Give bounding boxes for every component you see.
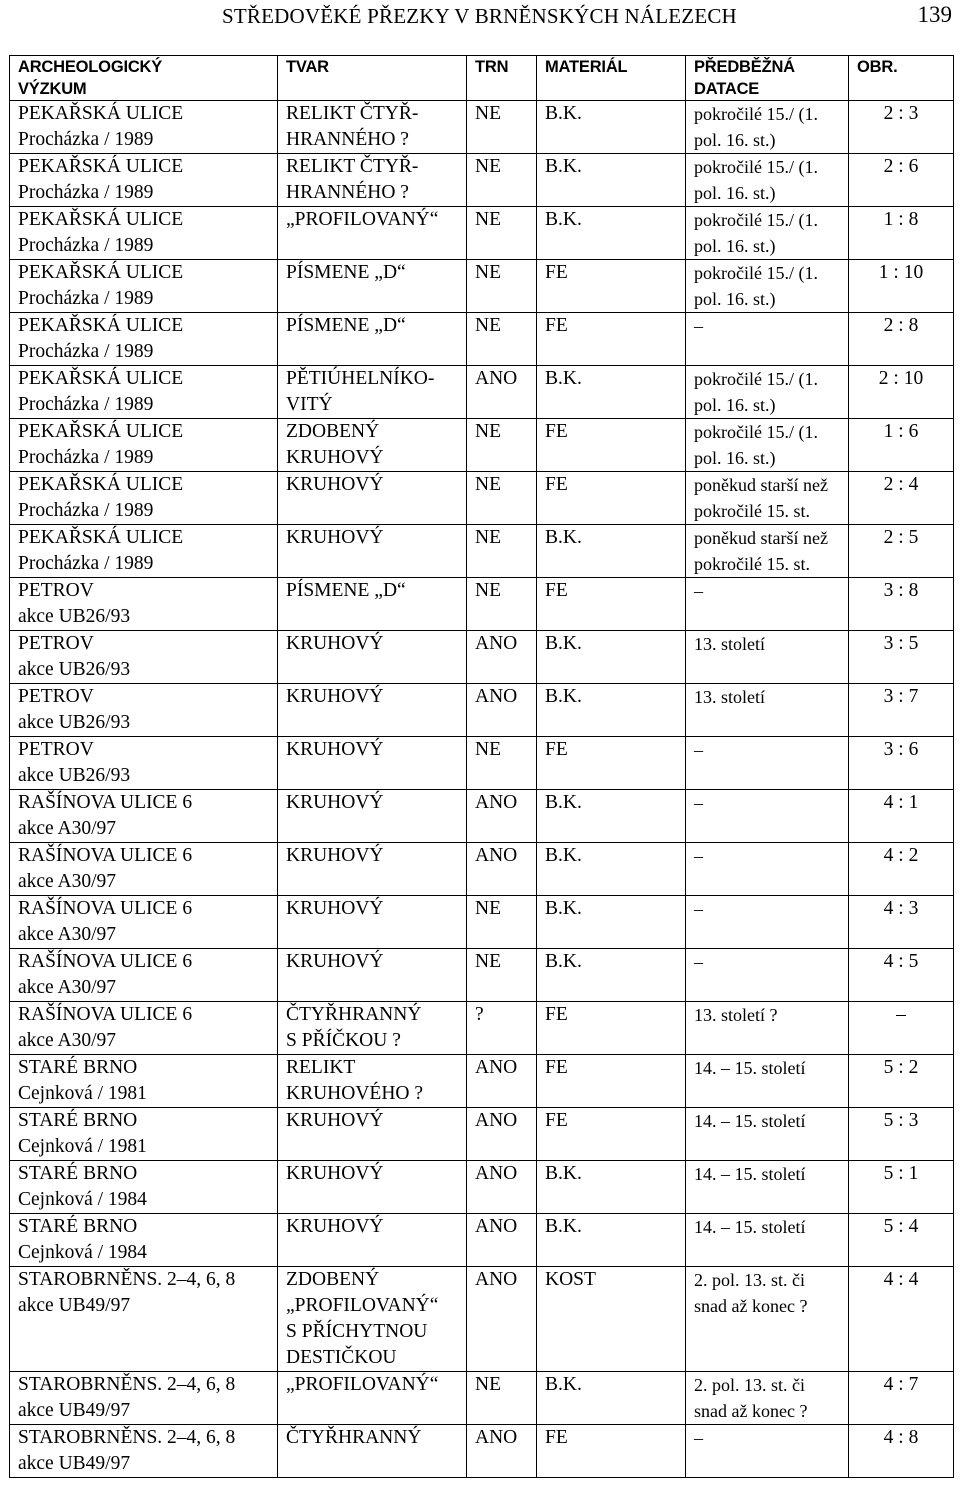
cell-dating: 2. pol. 13. st. či snad až konec ? [686, 1267, 849, 1372]
cell-material: B.K. [537, 949, 686, 1002]
cell-shape: RELIKT ČTYŘ- HRANNÉHO ? [278, 101, 467, 154]
cell-research: STARÉ BRNO Cejnková / 1981 [10, 1055, 278, 1108]
cell-shape: KRUHOVÝ [278, 472, 467, 525]
cell-shape: KRUHOVÝ [278, 843, 467, 896]
column-header-figure: OBR. [849, 56, 954, 101]
cell-shape: KRUHOVÝ [278, 790, 467, 843]
table-row [10, 1055, 954, 1108]
cell-dating: pokročilé 15./ (1. pol. 16. st.) [686, 366, 849, 419]
cell-research: RAŠÍNOVA ULICE 6 akce A30/97 [10, 790, 278, 843]
table-row [10, 1214, 954, 1267]
cell-dating: pokročilé 15./ (1. pol. 16. st.) [686, 101, 849, 154]
table-row [10, 1108, 954, 1161]
cell-dating: 14. – 15. století [686, 1108, 849, 1161]
table-row [10, 737, 954, 790]
cell-material: B.K. [537, 1372, 686, 1425]
cell-research: PEKAŘSKÁ ULICE Procházka / 1989 [10, 366, 278, 419]
cell-dating: – [686, 949, 849, 1002]
table-row [10, 1267, 954, 1372]
cell-dating: – [686, 313, 849, 366]
cell-shape: KRUHOVÝ [278, 1214, 467, 1267]
cell-tongue: ANO [467, 684, 537, 737]
cell-material: FE [537, 313, 686, 366]
cell-figure: – [849, 1002, 954, 1055]
cell-dating: – [686, 843, 849, 896]
table-row [10, 313, 954, 366]
cell-figure: 4 : 2 [849, 843, 954, 896]
cell-dating: poněkud starší než pokročilé 15. st. [686, 472, 849, 525]
cell-material: KOST [537, 1267, 686, 1372]
cell-dating: 13. století [686, 631, 849, 684]
cell-dating: pokročilé 15./ (1. pol. 16. st.) [686, 154, 849, 207]
cell-tongue: ANO [467, 843, 537, 896]
cell-tongue: NE [467, 419, 537, 472]
table-row [10, 1002, 954, 1055]
cell-figure: 2 : 10 [849, 366, 954, 419]
cell-tongue: NE [467, 154, 537, 207]
cell-research: RAŠÍNOVA ULICE 6 akce A30/97 [10, 843, 278, 896]
cell-dating: – [686, 896, 849, 949]
table-row [10, 1425, 954, 1478]
cell-figure: 1 : 8 [849, 207, 954, 260]
column-header-research: ARCHEOLOGICKÝ VÝZKUM [10, 56, 278, 101]
cell-figure: 4 : 1 [849, 790, 954, 843]
cell-material: FE [537, 1055, 686, 1108]
cell-tongue: ANO [467, 631, 537, 684]
cell-shape: KRUHOVÝ [278, 1161, 467, 1214]
cell-shape: ČTYŘHRANNÝ S PŘÍČKOU ? [278, 1002, 467, 1055]
running-title: STŘEDOVĚKÉ PŘEZKY V BRNĚNSKÝCH NÁLEZECH [222, 4, 737, 28]
cell-material: B.K. [537, 366, 686, 419]
cell-tongue: NE [467, 260, 537, 313]
cell-figure: 5 : 4 [849, 1214, 954, 1267]
cell-figure: 5 : 1 [849, 1161, 954, 1214]
cell-tongue: ANO [467, 1055, 537, 1108]
cell-shape: RELIKT KRUHOVÉHO ? [278, 1055, 467, 1108]
column-header-shape: TVAR [278, 56, 467, 101]
cell-tongue: NE [467, 578, 537, 631]
cell-research: PETROV akce UB26/93 [10, 578, 278, 631]
cell-tongue: ANO [467, 366, 537, 419]
cell-material: FE [537, 419, 686, 472]
cell-figure: 2 : 5 [849, 525, 954, 578]
cell-material: FE [537, 578, 686, 631]
cell-shape: KRUHOVÝ [278, 949, 467, 1002]
cell-research: PEKAŘSKÁ ULICE Procházka / 1989 [10, 313, 278, 366]
table-row [10, 472, 954, 525]
table-row [10, 843, 954, 896]
cell-shape: ZDOBENÝ KRUHOVÝ [278, 419, 467, 472]
cell-research: PEKAŘSKÁ ULICE Procházka / 1989 [10, 525, 278, 578]
cell-shape: ZDOBENÝ „PROFILOVANÝ“ S PŘÍCHYTNOU DESTIČKOU [278, 1267, 467, 1372]
cell-dating: 2. pol. 13. st. či snad až konec ? [686, 1372, 849, 1425]
cell-research: PETROV akce UB26/93 [10, 631, 278, 684]
cell-research: RAŠÍNOVA ULICE 6 akce A30/97 [10, 949, 278, 1002]
cell-research: PEKAŘSKÁ ULICE Procházka / 1989 [10, 260, 278, 313]
cell-tongue: ANO [467, 1108, 537, 1161]
cell-figure: 3 : 7 [849, 684, 954, 737]
cell-figure: 3 : 5 [849, 631, 954, 684]
cell-material: B.K. [537, 154, 686, 207]
table-row [10, 684, 954, 737]
cell-research: STAROBRNĚNS. 2–4, 6, 8 akce UB49/97 [10, 1372, 278, 1425]
cell-shape: PÍSMENE „D“ [278, 578, 467, 631]
cell-research: PEKAŘSKÁ ULICE Procházka / 1989 [10, 472, 278, 525]
buckles-table [9, 55, 954, 1478]
cell-tongue: ANO [467, 1161, 537, 1214]
cell-dating: 13. století [686, 684, 849, 737]
cell-research: RAŠÍNOVA ULICE 6 akce A30/97 [10, 896, 278, 949]
cell-research: PEKAŘSKÁ ULICE Procházka / 1989 [10, 154, 278, 207]
cell-material: FE [537, 472, 686, 525]
cell-shape: KRUHOVÝ [278, 631, 467, 684]
cell-shape: PĚTIÚHELNÍKO- VITÝ [278, 366, 467, 419]
cell-material: B.K. [537, 1214, 686, 1267]
cell-figure: 4 : 3 [849, 896, 954, 949]
cell-tongue: ? [467, 1002, 537, 1055]
table-row [10, 525, 954, 578]
cell-material: FE [537, 1002, 686, 1055]
cell-dating: 14. – 15. století [686, 1161, 849, 1214]
cell-dating: pokročilé 15./ (1. pol. 16. st.) [686, 207, 849, 260]
table-header-row [10, 56, 954, 101]
cell-shape: „PROFILOVANÝ“ [278, 1372, 467, 1425]
cell-material: B.K. [537, 790, 686, 843]
cell-shape: KRUHOVÝ [278, 684, 467, 737]
cell-dating: – [686, 1425, 849, 1478]
cell-dating: poněkud starší než pokročilé 15. st. [686, 525, 849, 578]
cell-material: B.K. [537, 1161, 686, 1214]
column-header-tongue: TRN [467, 56, 537, 101]
cell-dating: – [686, 578, 849, 631]
cell-material: B.K. [537, 207, 686, 260]
table-row [10, 419, 954, 472]
table-row [10, 101, 954, 154]
cell-figure: 5 : 2 [849, 1055, 954, 1108]
cell-figure: 4 : 7 [849, 1372, 954, 1425]
cell-dating: 14. – 15. století [686, 1055, 849, 1108]
cell-research: STARÉ BRNO Cejnková / 1984 [10, 1214, 278, 1267]
table-row [10, 949, 954, 1002]
cell-material: FE [537, 260, 686, 313]
cell-figure: 2 : 6 [849, 154, 954, 207]
cell-tongue: NE [467, 207, 537, 260]
cell-figure: 4 : 8 [849, 1425, 954, 1478]
cell-material: FE [537, 737, 686, 790]
table-row [10, 1372, 954, 1425]
cell-tongue: ANO [467, 1267, 537, 1372]
cell-figure: 3 : 8 [849, 578, 954, 631]
cell-dating: – [686, 737, 849, 790]
cell-research: PEKAŘSKÁ ULICE Procházka / 1989 [10, 419, 278, 472]
cell-material: B.K. [537, 525, 686, 578]
table-row [10, 1161, 954, 1214]
cell-material: B.K. [537, 843, 686, 896]
cell-figure: 2 : 8 [849, 313, 954, 366]
cell-material: FE [537, 1425, 686, 1478]
column-header-dating: PŘEDBĚŽNÁ DATACE [686, 56, 849, 101]
cell-dating: 14. – 15. století [686, 1214, 849, 1267]
page-header [0, 0, 960, 46]
cell-material: B.K. [537, 896, 686, 949]
table-row [10, 260, 954, 313]
cell-tongue: NE [467, 313, 537, 366]
cell-tongue: ANO [467, 790, 537, 843]
cell-figure: 2 : 4 [849, 472, 954, 525]
page-number: 139 [917, 2, 952, 27]
cell-shape: KRUHOVÝ [278, 737, 467, 790]
column-header-material: MATERIÁL [537, 56, 686, 101]
cell-shape: KRUHOVÝ [278, 1108, 467, 1161]
table-row [10, 154, 954, 207]
cell-tongue: NE [467, 737, 537, 790]
cell-shape: PÍSMENE „D“ [278, 313, 467, 366]
cell-research: STAROBRNĚNS. 2–4, 6, 8 akce UB49/97 [10, 1267, 278, 1372]
cell-material: FE [537, 1108, 686, 1161]
cell-research: STARÉ BRNO Cejnková / 1981 [10, 1108, 278, 1161]
cell-figure: 1 : 10 [849, 260, 954, 313]
table-row [10, 896, 954, 949]
cell-tongue: NE [467, 1372, 537, 1425]
cell-shape: PÍSMENE „D“ [278, 260, 467, 313]
cell-dating: pokročilé 15./ (1. pol. 16. st.) [686, 419, 849, 472]
cell-figure: 5 : 3 [849, 1108, 954, 1161]
table-row [10, 578, 954, 631]
cell-material: B.K. [537, 101, 686, 154]
cell-tongue: ANO [467, 1425, 537, 1478]
cell-tongue: ANO [467, 1214, 537, 1267]
cell-figure: 3 : 6 [849, 737, 954, 790]
cell-tongue: NE [467, 101, 537, 154]
cell-tongue: NE [467, 896, 537, 949]
cell-research: PEKAŘSKÁ ULICE Procházka / 1989 [10, 101, 278, 154]
cell-shape: „PROFILOVANÝ“ [278, 207, 467, 260]
cell-shape: ČTYŘHRANNÝ [278, 1425, 467, 1478]
cell-research: RAŠÍNOVA ULICE 6 akce A30/97 [10, 1002, 278, 1055]
table-row [10, 631, 954, 684]
cell-research: PEKAŘSKÁ ULICE Procházka / 1989 [10, 207, 278, 260]
cell-tongue: NE [467, 525, 537, 578]
cell-dating: 13. století ? [686, 1002, 849, 1055]
cell-research: PETROV akce UB26/93 [10, 737, 278, 790]
cell-figure: 4 : 5 [849, 949, 954, 1002]
cell-dating: pokročilé 15./ (1. pol. 16. st.) [686, 260, 849, 313]
cell-research: STARÉ BRNO Cejnková / 1984 [10, 1161, 278, 1214]
cell-material: B.K. [537, 684, 686, 737]
cell-tongue: NE [467, 472, 537, 525]
cell-material: B.K. [537, 631, 686, 684]
cell-figure: 4 : 4 [849, 1267, 954, 1372]
cell-dating: – [686, 790, 849, 843]
table-row [10, 790, 954, 843]
table-row [10, 207, 954, 260]
cell-figure: 1 : 6 [849, 419, 954, 472]
cell-figure: 2 : 3 [849, 101, 954, 154]
cell-shape: RELIKT ČTYŘ- HRANNÉHO ? [278, 154, 467, 207]
cell-shape: KRUHOVÝ [278, 525, 467, 578]
cell-research: STAROBRNĚNS. 2–4, 6, 8 akce UB49/97 [10, 1425, 278, 1478]
cell-shape: KRUHOVÝ [278, 896, 467, 949]
table-row [10, 366, 954, 419]
cell-tongue: NE [467, 949, 537, 1002]
cell-research: PETROV akce UB26/93 [10, 684, 278, 737]
